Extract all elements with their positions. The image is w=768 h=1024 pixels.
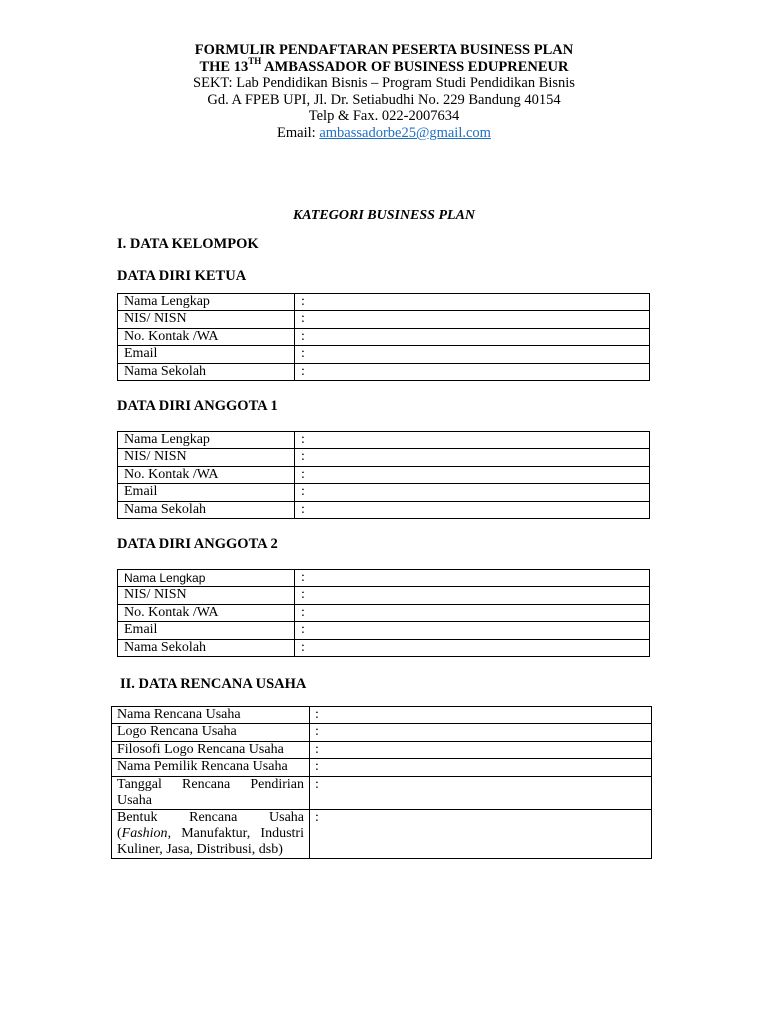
field-input[interactable]: : <box>295 639 650 656</box>
table-row <box>112 741 652 758</box>
field-input[interactable]: : <box>310 809 652 858</box>
table-row <box>118 484 650 501</box>
table-row <box>112 759 652 776</box>
rencana-usaha-table <box>111 706 652 859</box>
field-label: Nama Lengkap <box>118 294 295 311</box>
table-row <box>118 639 650 656</box>
field-label: Email <box>118 622 295 639</box>
email-link[interactable]: ambassadorbe25@gmail.com <box>319 124 491 141</box>
table-row <box>118 311 650 328</box>
field-label: Logo Rencana Usaha <box>112 724 310 741</box>
field-input[interactable]: : <box>310 741 652 758</box>
field-input[interactable]: : <box>295 501 650 518</box>
table-row <box>118 622 650 639</box>
field-input[interactable]: : <box>295 311 650 328</box>
field-input[interactable]: : <box>310 724 652 741</box>
field-input[interactable]: : <box>295 432 650 449</box>
section2-heading: II. DATA RENCANA USAHA <box>120 676 307 692</box>
field-input[interactable]: : <box>295 328 650 345</box>
table-row <box>118 570 650 587</box>
table-row <box>112 809 652 858</box>
form-title-line1: FORMULIR PENDAFTARAN PESERTA BUSINESS PLAN <box>194 42 574 58</box>
table-row <box>118 604 650 621</box>
form-header <box>0 42 768 142</box>
table-row <box>118 466 650 483</box>
field-label: Filosofi Logo Rencana Usaha <box>112 741 310 758</box>
table-row <box>118 346 650 363</box>
table-row <box>118 363 650 380</box>
field-label: No. Kontak /WA <box>118 604 295 621</box>
field-label: Tanggal Rencana Pendirian Usaha <box>112 776 310 809</box>
field-label: NIS/ NISN <box>118 449 295 466</box>
field-input[interactable]: : <box>295 363 650 380</box>
table-row <box>118 328 650 345</box>
field-input[interactable]: : <box>295 466 650 483</box>
field-label: Nama Sekolah <box>118 363 295 380</box>
field-label: Email <box>118 346 295 363</box>
anggota1-table <box>117 431 650 519</box>
secretariat-line: SEKT: Lab Pendidikan Bisnis – Program Studi Pendidikan Bisnis <box>193 75 575 92</box>
field-input[interactable]: : <box>310 776 652 809</box>
field-label: Nama Rencana Usaha <box>112 707 310 724</box>
table-row <box>118 449 650 466</box>
field-label-bentuk: Bentuk Rencana Usaha (Fashion, Manufaktur, Industri Kuliner, Jasa, Distribusi, dsb) <box>112 809 310 858</box>
field-input[interactable]: : <box>295 484 650 501</box>
field-label: Nama Sekolah <box>118 639 295 656</box>
field-label: NIS/ NISN <box>118 587 295 604</box>
table-row <box>118 294 650 311</box>
anggota2-heading: DATA DIRI ANGGOTA 2 <box>117 536 278 552</box>
section1-heading: I. DATA KELOMPOK <box>117 236 259 252</box>
field-input[interactable]: : <box>295 346 650 363</box>
table-row <box>118 587 650 604</box>
field-label: Nama Pemilik Rencana Usaha <box>112 759 310 776</box>
email-line: Email: ambassadorbe25@gmail.com <box>277 124 491 141</box>
field-label: NIS/ NISN <box>118 311 295 328</box>
field-label: Nama Lengkap <box>118 432 295 449</box>
field-input[interactable]: : <box>295 622 650 639</box>
table-row <box>112 776 652 809</box>
table-row <box>112 724 652 741</box>
field-label: No. Kontak /WA <box>118 466 295 483</box>
field-input[interactable]: : <box>295 604 650 621</box>
form-title-line2: THE 13TH AMBASSADOR OF BUSINESS EDUPRENEUR <box>199 55 569 75</box>
table-row <box>112 707 652 724</box>
address-line: Gd. A FPEB UPI, Jl. Dr. Setiabudhi No. 229 Bandung 40154 <box>207 91 561 108</box>
field-input[interactable]: : <box>295 570 650 587</box>
field-input[interactable]: : <box>295 294 650 311</box>
ordinal-suffix: TH <box>248 55 262 66</box>
field-input[interactable]: : <box>310 707 652 724</box>
telp-line: Telp & Fax. 022-2007634 <box>308 108 460 125</box>
table-row <box>118 432 650 449</box>
anggota2-table <box>117 569 650 657</box>
table-row <box>118 501 650 518</box>
field-input[interactable]: : <box>295 587 650 604</box>
anggota1-heading: DATA DIRI ANGGOTA 1 <box>117 398 278 414</box>
ketua-heading: DATA DIRI KETUA <box>117 268 247 284</box>
ketua-table <box>117 293 650 381</box>
field-label: No. Kontak /WA <box>118 328 295 345</box>
field-label: Email <box>118 484 295 501</box>
field-input[interactable]: : <box>310 759 652 776</box>
field-input[interactable]: : <box>295 449 650 466</box>
kategori-title: KATEGORI BUSINESS PLAN <box>292 208 476 223</box>
field-label: Nama Lengkap <box>118 570 295 587</box>
field-label: Nama Sekolah <box>118 501 295 518</box>
